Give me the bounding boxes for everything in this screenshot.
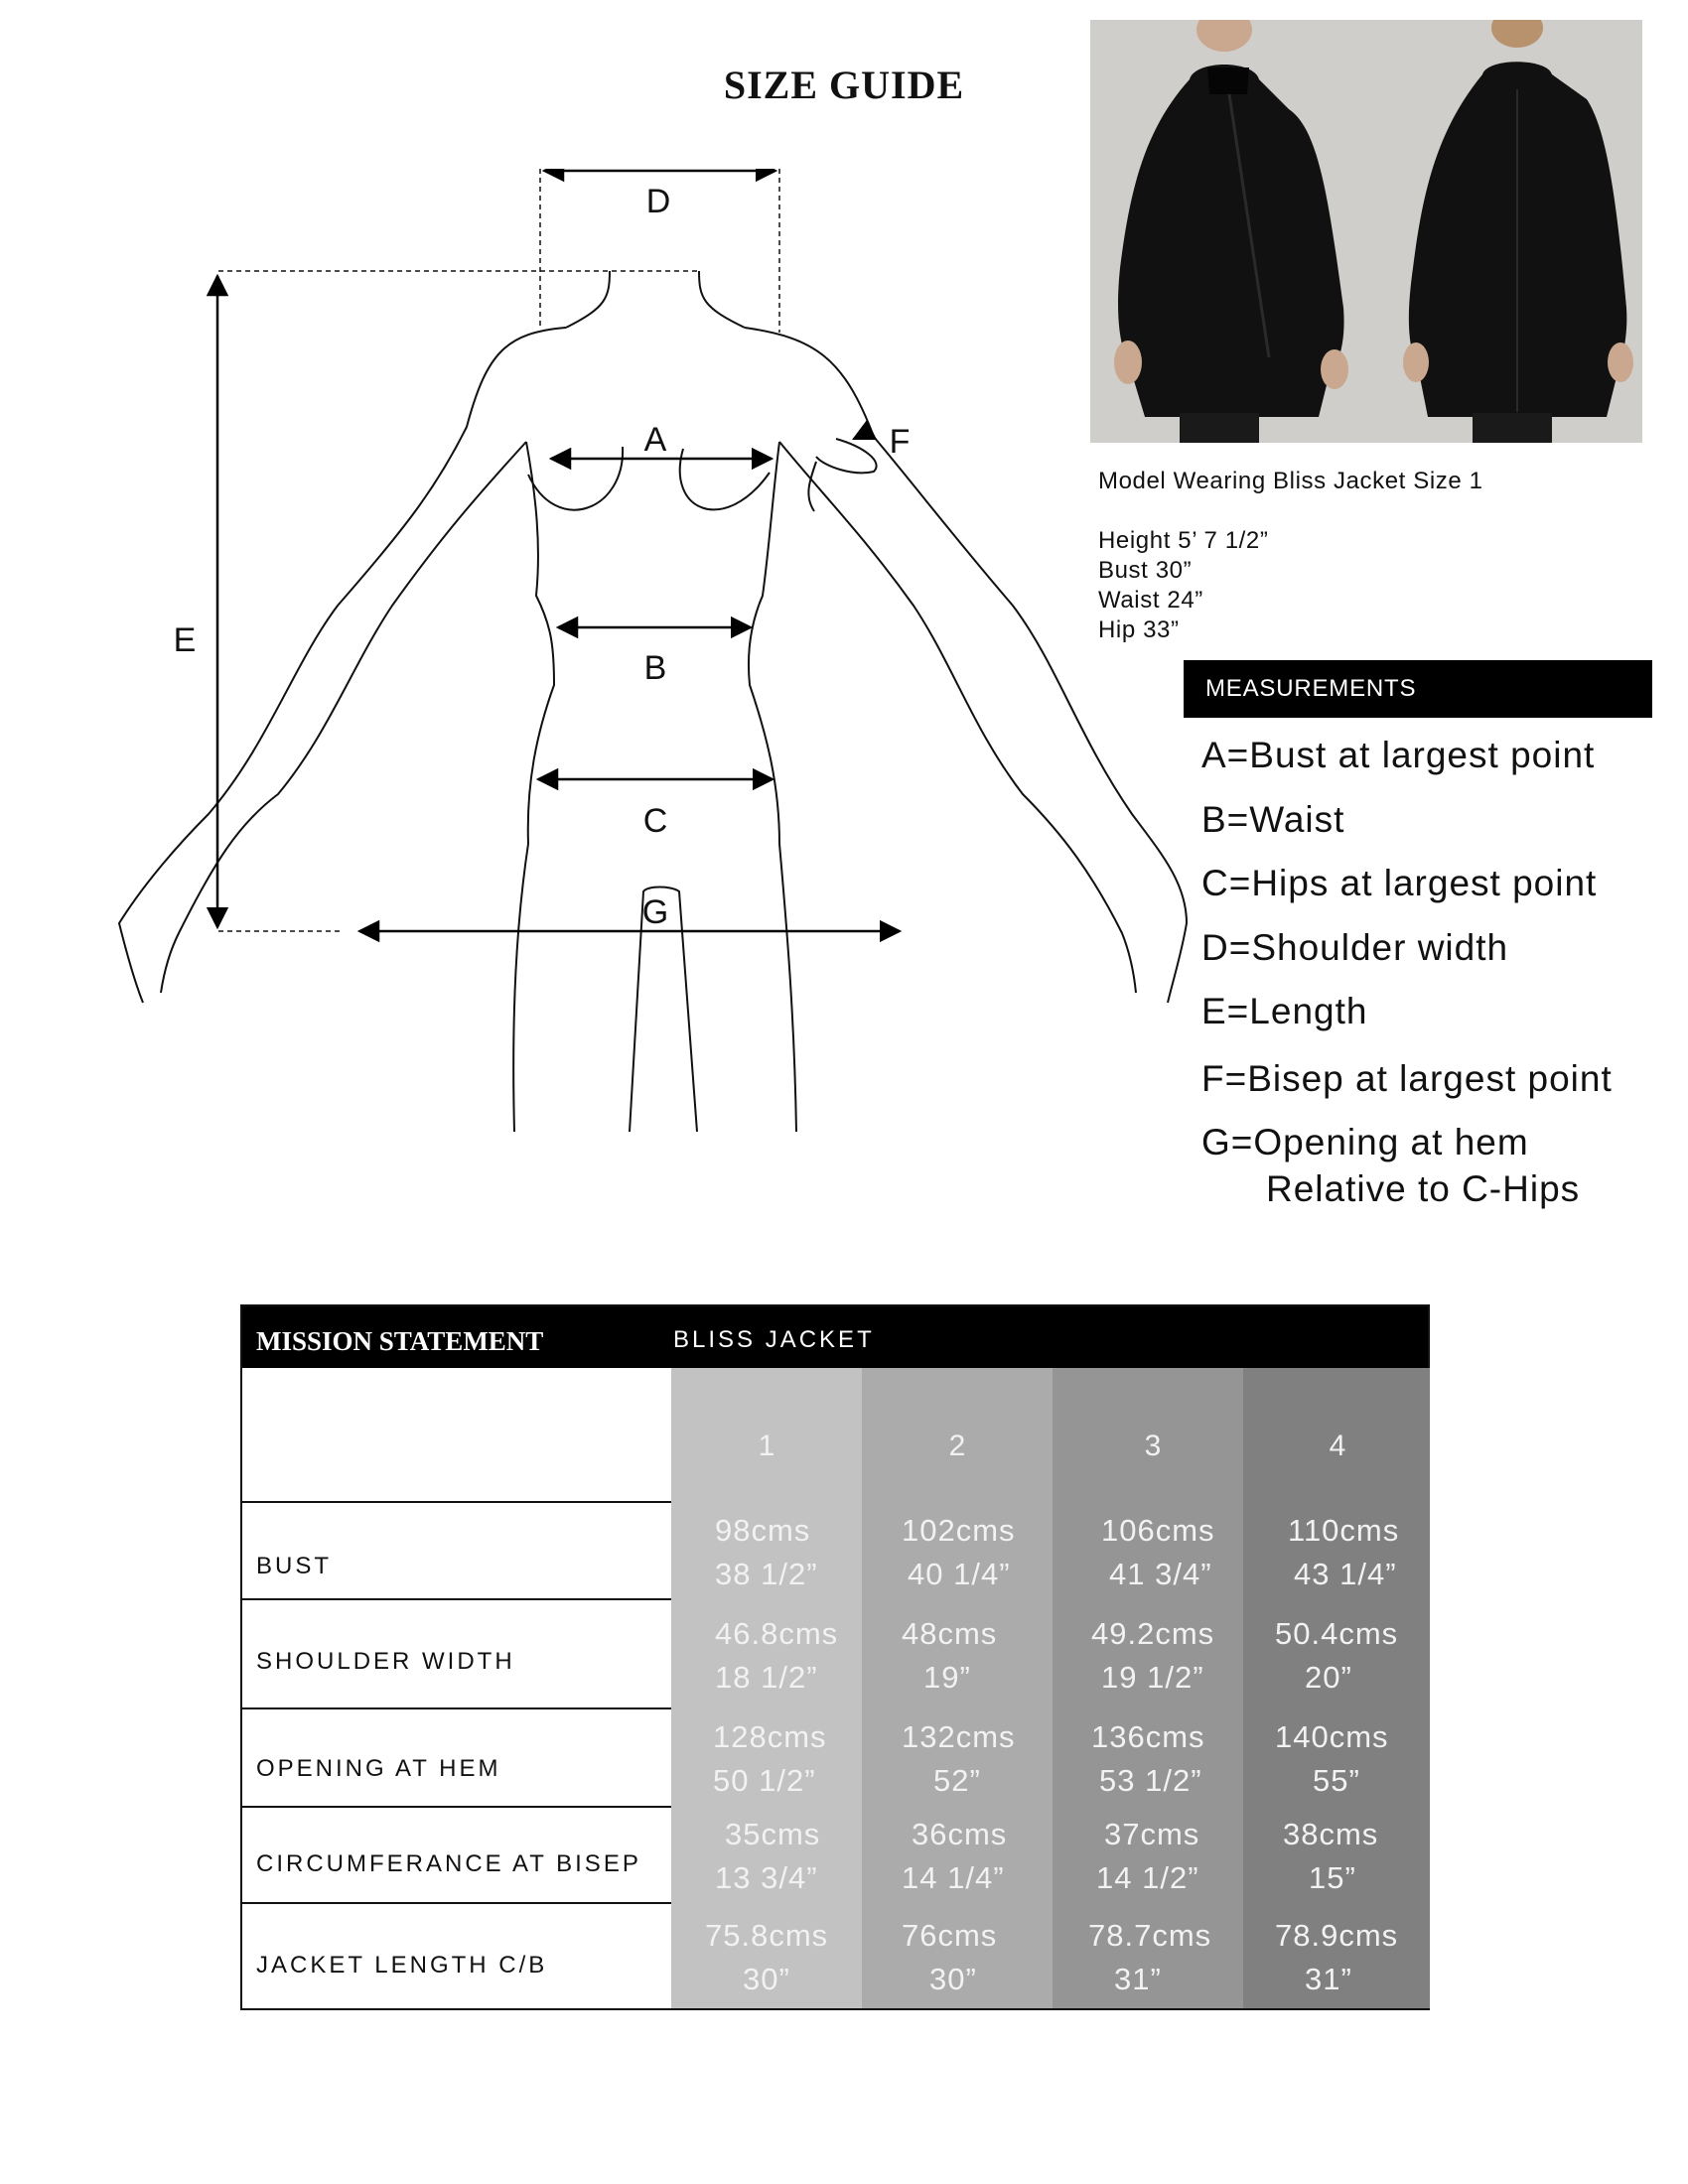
row-label-jacket-length: JACKET LENGTH C/B (256, 1952, 548, 1979)
legend-e: E=Length (1201, 991, 1368, 1031)
left-arm-outer-outline (119, 328, 566, 1003)
bicep-circle (816, 439, 877, 473)
row-label-circumference-at-bisep: CIRCUMFERANCE AT BISEP (256, 1850, 641, 1877)
table-cell: 136cms 53 1/2” (1091, 1719, 1205, 1798)
table-cell: 75.8cms 30” (705, 1918, 829, 1996)
table-cell: 38cms 15” (1283, 1817, 1379, 1895)
label-a: A (643, 421, 667, 459)
legend-g: G=Opening at hem (1201, 1122, 1529, 1162)
size-header-1: 1 (758, 1430, 775, 1462)
table-cell: 78.9cms 31” (1275, 1918, 1399, 1996)
label-f: F (889, 423, 911, 461)
row-divider (242, 1707, 671, 1709)
measurements-header: MEASUREMENTS (1184, 660, 1652, 718)
table-cell: 35cms 13 3/4” (715, 1817, 821, 1895)
row-label-shoulder-width: SHOULDER WIDTH (256, 1648, 515, 1675)
model-caption: Model Wearing Bliss Jacket Size 1 (1098, 468, 1483, 494)
table-cell: 46.8cms 18 1/2” (715, 1616, 839, 1695)
model-photo (1090, 20, 1642, 443)
table-cell: 140cms 55” (1275, 1719, 1389, 1798)
row-label-bust: BUST (256, 1553, 333, 1579)
table-cell: 132cms 52” (902, 1719, 1016, 1798)
row-divider (242, 1902, 671, 1904)
table-cell: 110cms 43 1/4” (1288, 1513, 1400, 1591)
table-cell: 48cms 19” (902, 1616, 998, 1695)
left-arm-inner-outline (161, 442, 526, 993)
table-cell: 106cms 41 3/4” (1101, 1513, 1215, 1591)
body-measurement-diagram (99, 169, 1192, 1171)
model-info (1098, 467, 1483, 645)
brand-name: MISSION STATEMENT (256, 1326, 544, 1356)
table-cell: 50.4cms 20” (1275, 1616, 1399, 1695)
table-cell: 128cms 50 1/2” (713, 1719, 827, 1798)
product-name: BLISS JACKET (673, 1326, 875, 1353)
size-header-4: 4 (1329, 1430, 1346, 1462)
row-label-opening-at-hem: OPENING AT HEM (256, 1755, 501, 1782)
bicep-arrow (854, 435, 862, 439)
table-cell: 37cms 14 1/2” (1096, 1817, 1200, 1895)
label-e: E (173, 621, 197, 659)
model-hip: Hip 33” (1098, 616, 1180, 643)
label-b: B (643, 649, 667, 687)
model-height: Height 5’ 7 1/2” (1098, 527, 1269, 554)
label-c: C (642, 802, 668, 840)
legend-a: A=Bust at largest point (1201, 735, 1596, 775)
size-header-3: 3 (1144, 1430, 1162, 1462)
label-g: G (641, 893, 669, 931)
neck-right-outline (699, 271, 745, 328)
legend-b: B=Waist (1201, 799, 1345, 840)
size-header-2: 2 (948, 1430, 966, 1462)
table-cell: 102cms 40 1/4” (902, 1513, 1016, 1591)
legend-d: D=Shoulder width (1201, 927, 1509, 968)
table-header (242, 1306, 1428, 1368)
legend-c: C=Hips at largest point (1201, 863, 1598, 903)
model-bust: Bust 30” (1098, 557, 1193, 584)
row-divider (242, 1598, 671, 1600)
legend-g-note: Relative to C-Hips (1266, 1168, 1581, 1209)
table-cell: 76cms 30” (902, 1918, 998, 1996)
torso-left-outline (513, 442, 554, 1132)
right-arm-inner-outline (779, 442, 1136, 993)
size-table (240, 1304, 1430, 2010)
legend-f: F=Bisep at largest point (1201, 1058, 1613, 1099)
bust-left-curve (528, 447, 623, 510)
neck-left-outline (566, 271, 610, 328)
table-cell: 36cms 14 1/4” (902, 1817, 1008, 1895)
jacket-photo-illustration (1090, 20, 1642, 443)
model-waist: Waist 24” (1098, 587, 1203, 614)
page-title: SIZE GUIDE (723, 63, 965, 107)
row-divider (242, 1806, 671, 1808)
table-cell: 98cms 38 1/2” (715, 1513, 818, 1591)
label-d: D (645, 183, 671, 220)
torso-right-outline (749, 442, 796, 1132)
row-divider (242, 1501, 671, 1503)
bicep-circle-back (808, 462, 816, 511)
table-cell: 78.7cms 31” (1088, 1918, 1212, 1996)
table-cell: 49.2cms 19 1/2” (1091, 1616, 1215, 1695)
